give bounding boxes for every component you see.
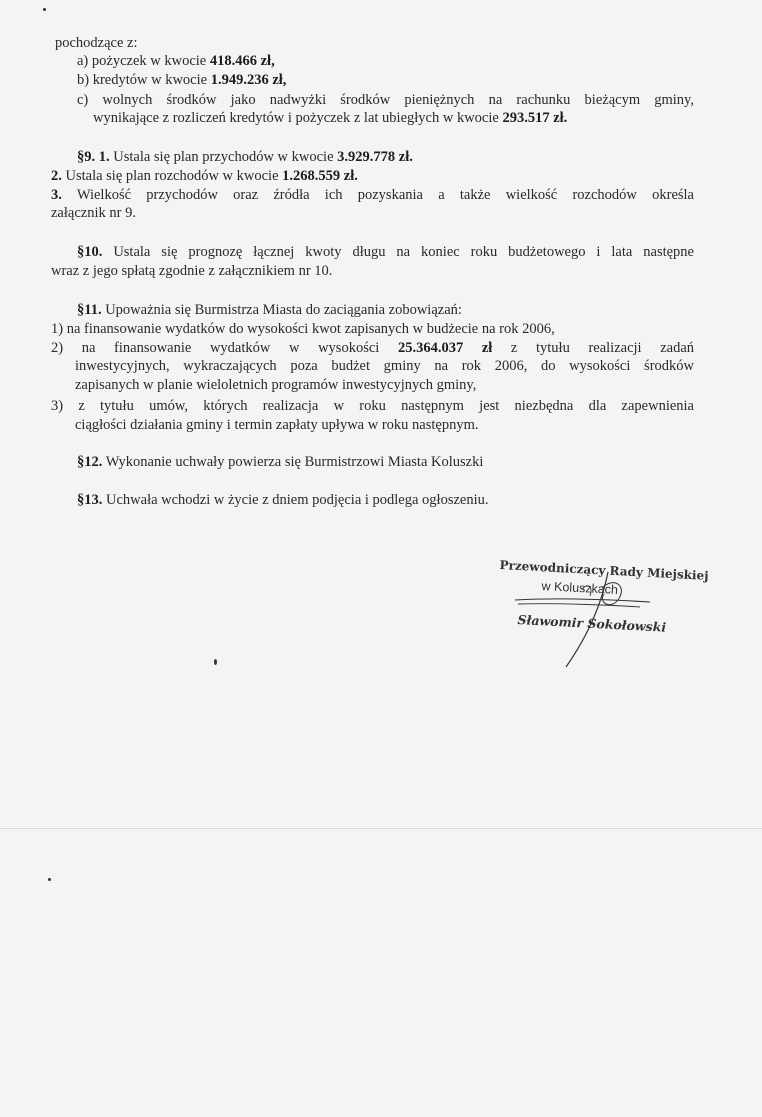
section-11-item-2-line3: zapisanych w planie wieloletnich programów inwestycyjnych gminy, bbox=[75, 377, 477, 393]
scan-speck bbox=[43, 8, 46, 11]
section-11-item-2-line2: inwestycyjnych, wykraczających poza budżet gminy na rok 2006, do wysokości środków bbox=[75, 358, 694, 374]
section-11-item-2-line1: 2) na finansowanie wydatków w wysokości 25.364.037 zł z tytułu realizacji zadań bbox=[51, 340, 695, 356]
item-c-line1: c) wolnych środków jako nadwyżki środków pieniężnych na rachunku bieżącym gminy, bbox=[77, 92, 694, 108]
item-c-line2: wynikające z rozliczeń kredytów i pożyczek z lat ubiegłych w kwocie 293.517 zł. bbox=[93, 110, 568, 126]
intro-line: pochodzące z: bbox=[55, 35, 138, 51]
amount-investments: 25.364.037 zł bbox=[397, 340, 493, 356]
item-a: a) pożyczek w kwocie 418.466 zł, bbox=[77, 53, 275, 69]
amount-b: 1.949.236 zł, bbox=[210, 72, 287, 88]
amount-c: 293.517 zł. bbox=[502, 110, 568, 126]
section-10-line2: wraz z jego spłatą zgodnie z załącznikiem nr 10. bbox=[51, 263, 333, 279]
signatory-title: Przewodniczący Rady Miejskiej bbox=[499, 558, 709, 583]
signature-block bbox=[490, 552, 710, 672]
handwritten-signature-icon bbox=[490, 552, 710, 672]
section-11-item-3-line2: ciągłości działania gminy i termin zapłaty upływa w roku następnym. bbox=[75, 417, 479, 433]
amount-a: 418.466 zł, bbox=[209, 53, 275, 69]
signatory-name: Sławomir Sokołowski bbox=[517, 612, 667, 635]
section-9-3-line1: 3. Wielkość przychodów oraz źródła ich pozyskania a także wielkość rozchodów określa bbox=[51, 187, 694, 203]
section-11-item-3-line1: 3) z tytułu umów, których realizacja w roku następnym jest niezbędna dla zapewnienia bbox=[51, 398, 694, 414]
section-9-3-line2: załącznik nr 9. bbox=[51, 205, 136, 221]
scan-speck bbox=[48, 878, 51, 881]
amount-income: 3.929.778 zł. bbox=[337, 149, 413, 165]
item-b: b) kredytów w kwocie 1.949.236 zł, bbox=[77, 72, 287, 88]
section-9-2: 2. Ustala się plan rozchodów w kwocie 1.268.559 zł. bbox=[51, 168, 358, 184]
section-9-1: §9. 1. Ustala się plan przychodów w kwocie 3.929.778 zł. bbox=[77, 149, 413, 165]
scan-speck bbox=[214, 659, 217, 665]
section-11-item-1: 1) na finansowanie wydatków do wysokości kwot zapisanych w budżecie na rok 2006, bbox=[51, 321, 555, 337]
signatory-place: w Koluszkach bbox=[541, 579, 619, 597]
amount-expenses: 1.268.559 zł. bbox=[282, 168, 358, 184]
section-13: §13. Uchwała wchodzi w życie z dniem podjęcia i podlega ogłoszeniu. bbox=[77, 492, 489, 508]
section-11-heading: §11. Upoważnia się Burmistrza Miasta do zaciągania zobowiązań: bbox=[77, 302, 462, 318]
section-12: §12. Wykonanie uchwały powierza się Burmistrzowi Miasta Koluszki bbox=[77, 454, 484, 470]
page-fold bbox=[0, 828, 762, 829]
section-10-line1: §10. Ustala się prognozę łącznej kwoty długu na koniec roku budżetowego i lata następne bbox=[77, 244, 694, 260]
